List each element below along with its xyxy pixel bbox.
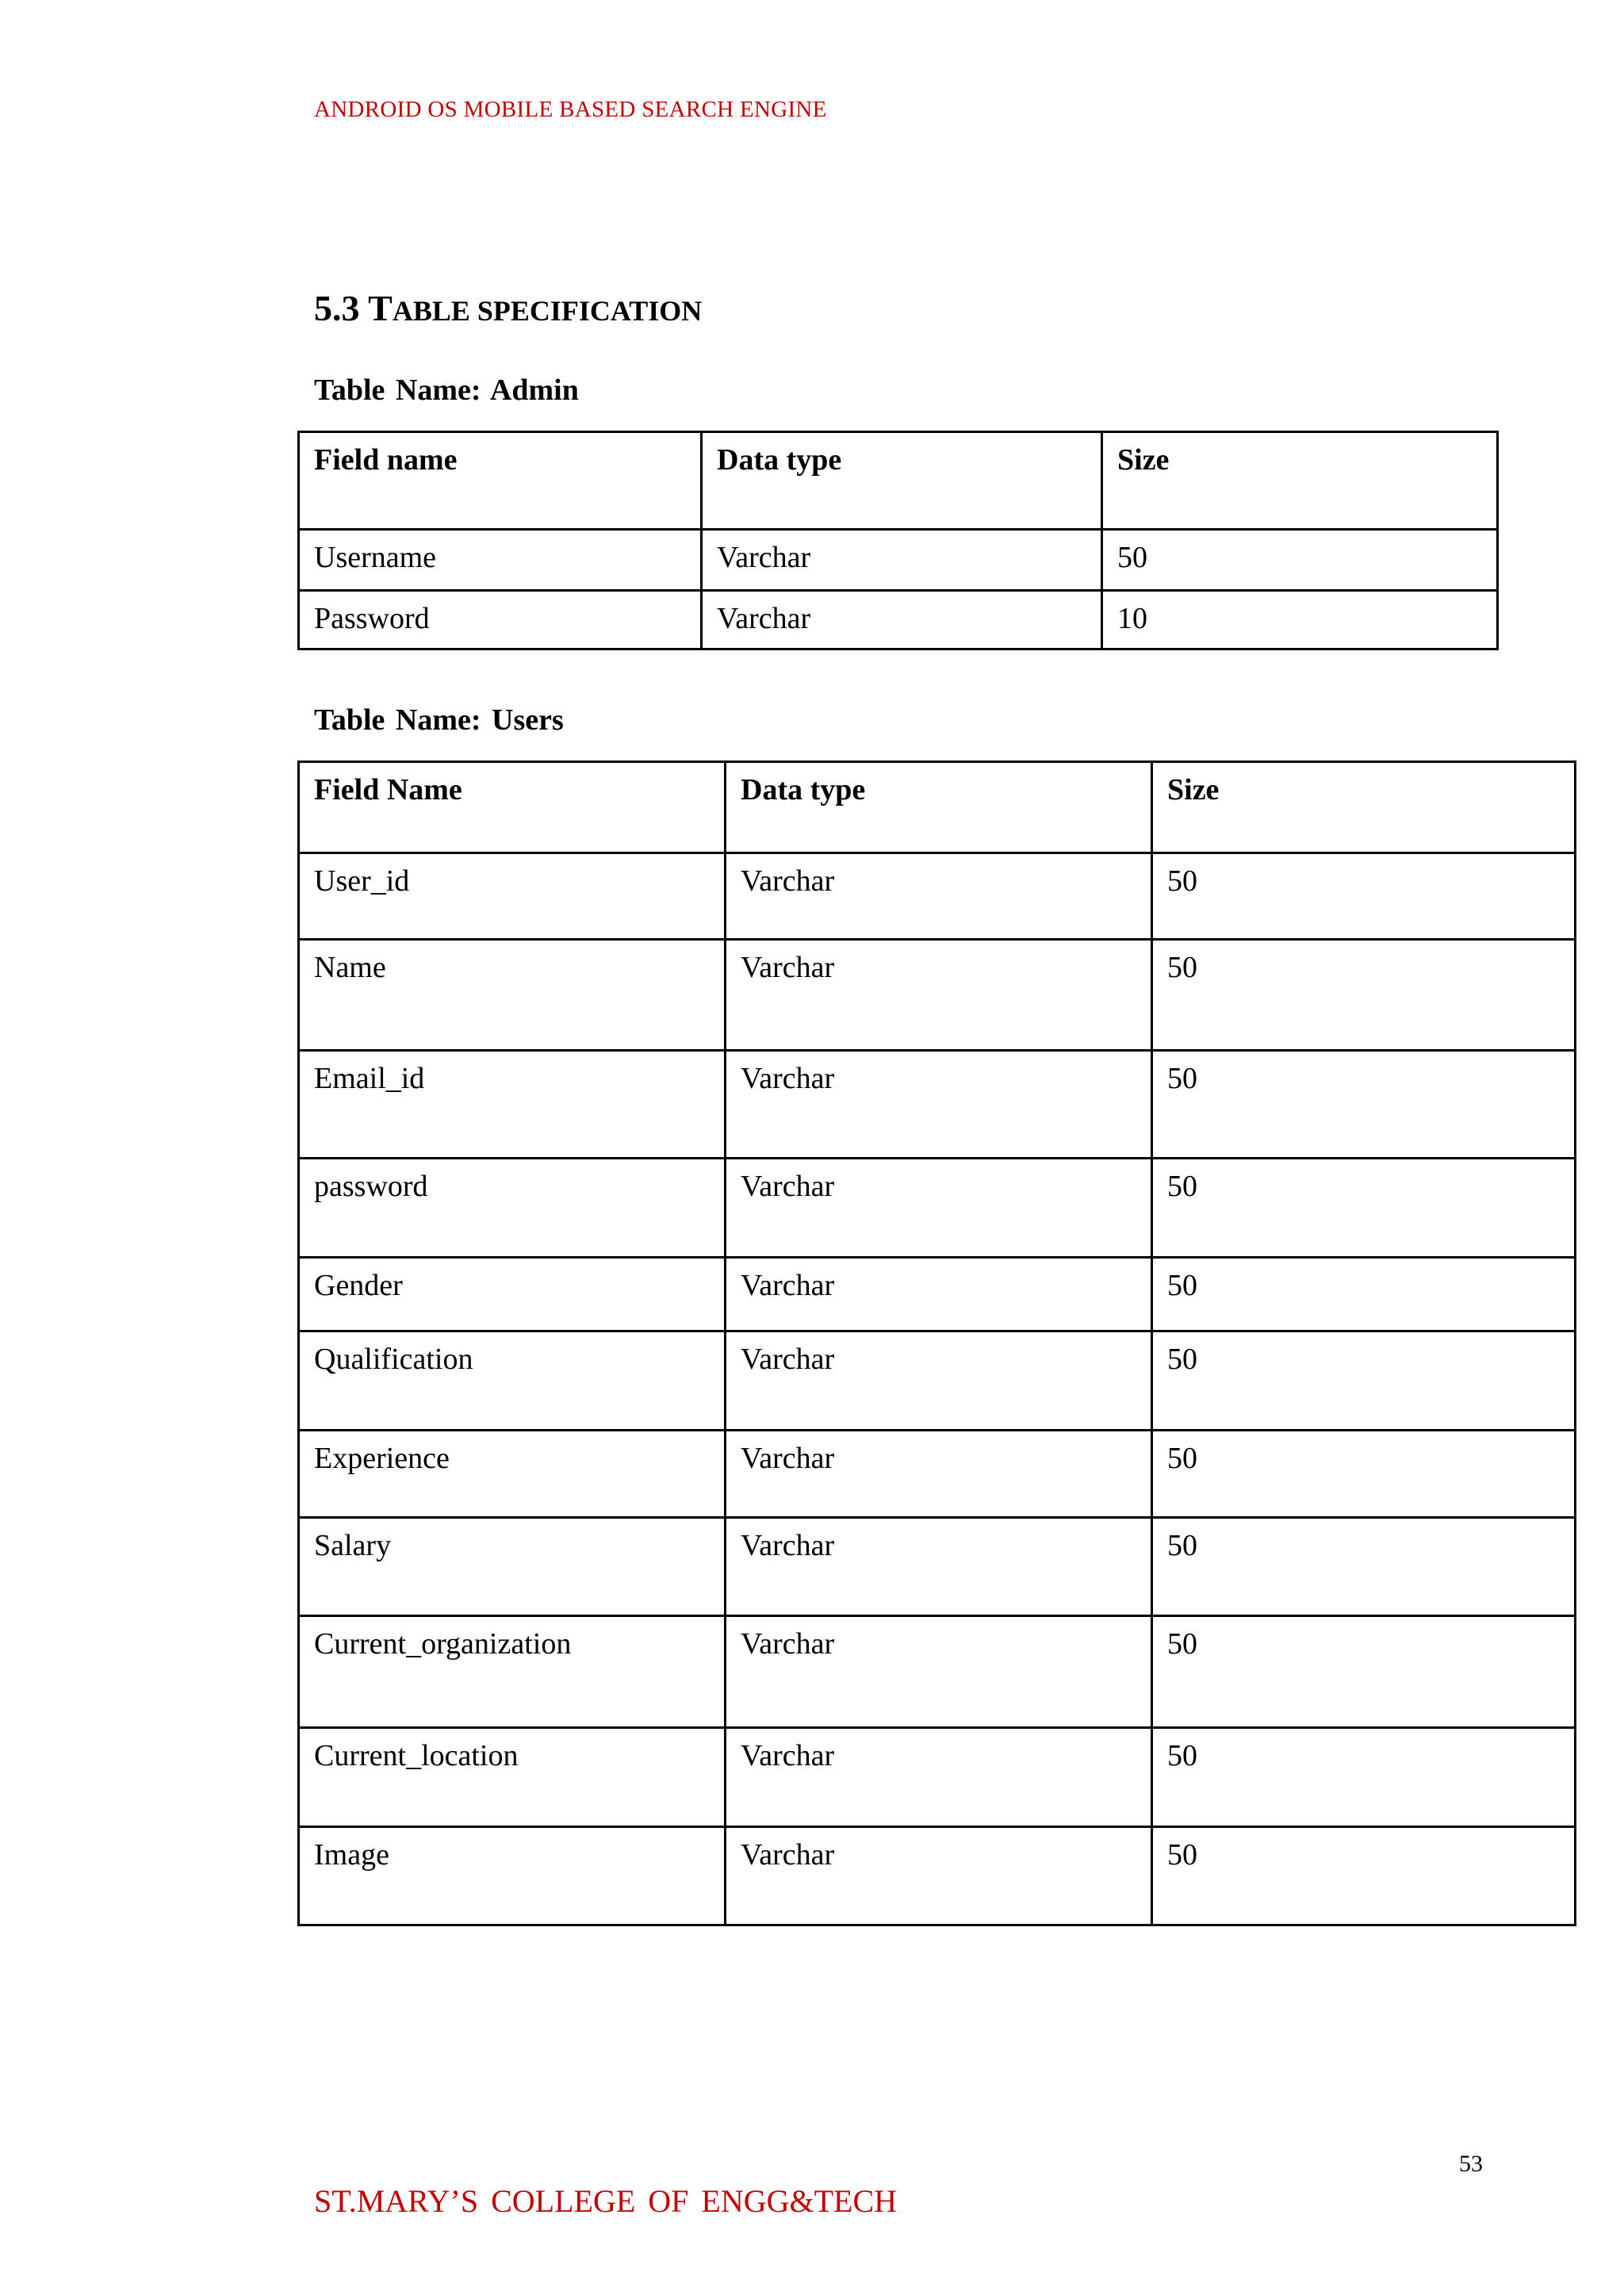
admin-table <box>297 431 1499 650</box>
data-type-cell: Varchar <box>726 1331 1152 1431</box>
size-cell: 50 <box>1152 940 1576 1051</box>
table-row <box>299 530 1498 591</box>
size-cell: 50 <box>1152 853 1576 940</box>
size-cell: 50 <box>1152 1258 1576 1331</box>
data-type-cell: Varchar <box>726 1431 1152 1518</box>
size-cell: 50 <box>1102 530 1498 591</box>
size-cell: 50 <box>1152 1051 1576 1159</box>
users-table <box>297 761 1576 1926</box>
admin-table-name: Table Name: Admin <box>314 374 579 407</box>
column-header: Size <box>1102 432 1498 530</box>
field-name-cell: Image <box>299 1827 726 1925</box>
data-type-cell: Varchar <box>726 853 1152 940</box>
size-cell: 50 <box>1152 1518 1576 1616</box>
table-row <box>299 853 1576 940</box>
table-row <box>299 1159 1576 1258</box>
column-header: Field Name <box>299 762 726 853</box>
size-cell: 50 <box>1152 1827 1576 1925</box>
table-row <box>299 1258 1576 1331</box>
field-name-cell: Name <box>299 940 726 1051</box>
page-number: 53 <box>1459 2151 1483 2177</box>
size-cell: 50 <box>1152 1728 1576 1827</box>
size-cell: 50 <box>1152 1159 1576 1258</box>
data-type-cell: Varchar <box>726 1518 1152 1616</box>
field-name-cell: password <box>299 1159 726 1258</box>
table-row <box>299 940 1576 1051</box>
table-row <box>299 1431 1576 1518</box>
size-cell: 50 <box>1152 1616 1576 1728</box>
column-header: Data type <box>702 432 1102 530</box>
data-type-cell: Varchar <box>726 1827 1152 1925</box>
table-header-row <box>299 432 1498 530</box>
section-title-rest: ABLE SPECIFICATION <box>392 295 703 327</box>
table-row <box>299 1616 1576 1728</box>
column-header: Size <box>1152 762 1576 853</box>
table-row <box>299 1518 1576 1616</box>
data-type-cell: Varchar <box>726 1051 1152 1159</box>
data-type-cell: Varchar <box>726 1159 1152 1258</box>
running-header: ANDROID OS MOBILE BASED SEARCH ENGINE <box>314 97 827 122</box>
field-name-cell: Experience <box>299 1431 726 1518</box>
table-row <box>299 1827 1576 1925</box>
section-number: 5.3 <box>314 288 369 328</box>
data-type-cell: Varchar <box>726 1616 1152 1728</box>
field-name-cell: Salary <box>299 1518 726 1616</box>
field-name-cell: Current_organization <box>299 1616 726 1728</box>
section-title-initial: T <box>368 288 393 328</box>
table-row <box>299 1051 1576 1159</box>
users-table-name: Table Name: Users <box>314 703 564 737</box>
section-heading <box>314 287 702 329</box>
field-name-cell: Qualification <box>299 1331 726 1431</box>
field-name-cell: Gender <box>299 1258 726 1331</box>
data-type-cell: Varchar <box>726 1728 1152 1827</box>
size-cell: 50 <box>1152 1331 1576 1431</box>
data-type-cell: Varchar <box>726 940 1152 1051</box>
field-name-cell: Username <box>299 530 702 591</box>
column-header: Data type <box>726 762 1152 853</box>
data-type-cell: Varchar <box>702 591 1102 649</box>
table-row <box>299 1728 1576 1827</box>
data-type-cell: Varchar <box>726 1258 1152 1331</box>
field-name-cell: Current_location <box>299 1728 726 1827</box>
field-name-cell: Email_id <box>299 1051 726 1159</box>
table-header-row <box>299 762 1576 853</box>
table-row <box>299 1331 1576 1431</box>
data-type-cell: Varchar <box>702 530 1102 591</box>
size-cell: 50 <box>1152 1431 1576 1518</box>
column-header: Field name <box>299 432 702 530</box>
field-name-cell: Password <box>299 591 702 649</box>
footer-college-name: ST.MARY’S COLLEGE OF ENGG&TECH <box>314 2183 898 2219</box>
size-cell: 10 <box>1102 591 1498 649</box>
table-row <box>299 591 1498 649</box>
field-name-cell: User_id <box>299 853 726 940</box>
